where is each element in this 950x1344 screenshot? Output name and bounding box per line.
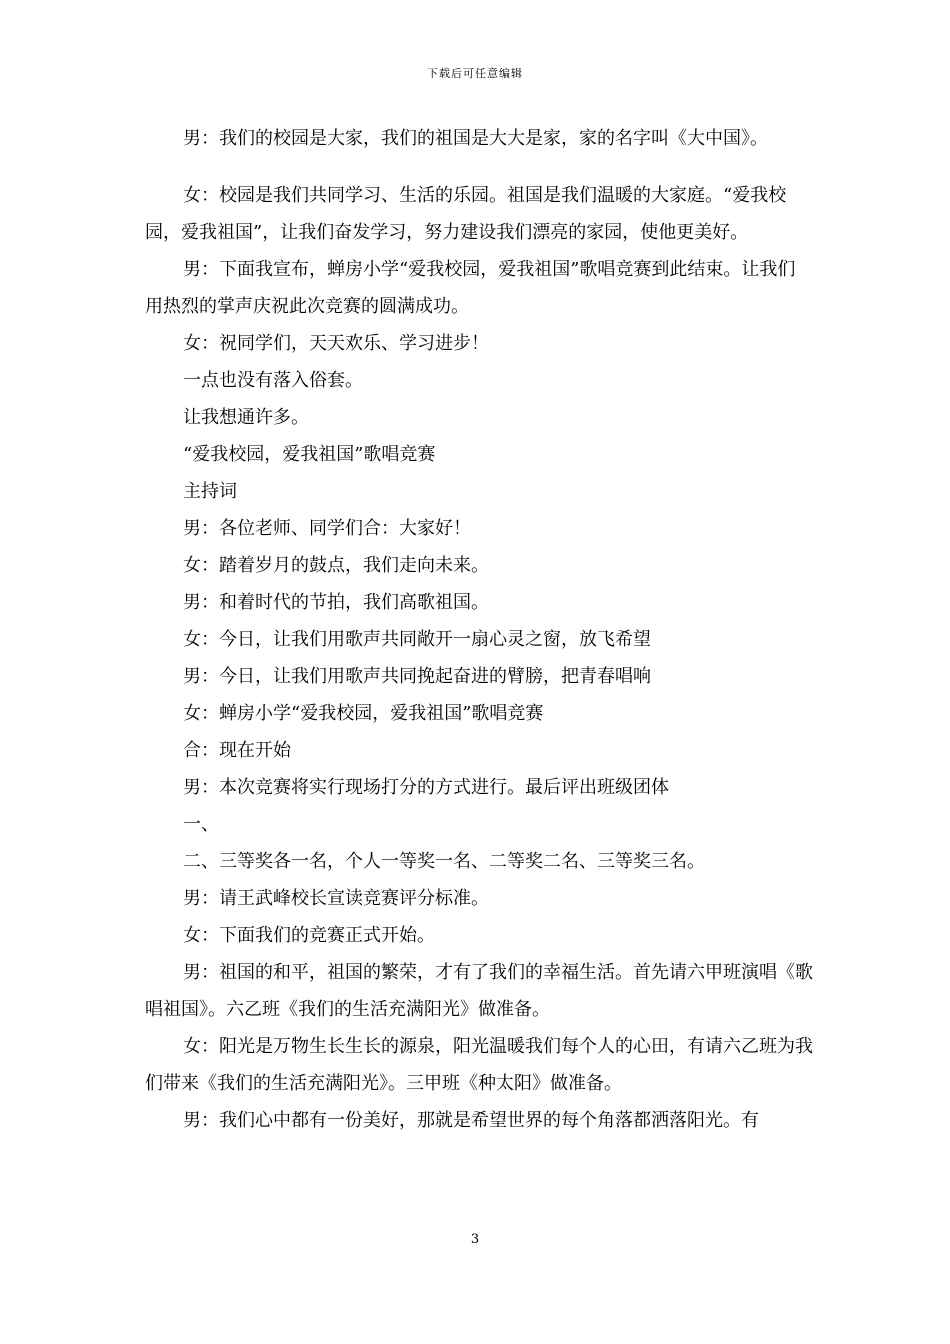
paragraph: 男：请王武峰校长宣读竞赛评分标准。: [183, 888, 489, 909]
paragraph: 男：各位老师、同学们合：大家好！: [183, 518, 471, 539]
page-number: 3: [470, 1232, 480, 1247]
document-body: [145, 120, 813, 1139]
paragraph: 让我想通许多。: [183, 407, 309, 428]
paragraph: 女：祝同学们，天天欢乐、学习进步！: [183, 333, 489, 354]
paragraph: 女：踏着岁月的鼓点，我们走向未来。: [183, 555, 489, 576]
paragraph-gap: [145, 157, 813, 177]
paragraph: 女：校园是我们共同学习、生活的乐园。祖国是我们温暖的大家庭。“爱我校园，爱我祖国”，让我们奋发学习，努力建设我们漂亮的家园，使他更美好。: [145, 185, 787, 243]
paragraph: 男：今日，让我们用歌声共同挽起奋进的臂膀，把青春唱响: [183, 666, 651, 687]
paragraph: “爱我校园，爱我祖国”歌唱竞赛: [183, 444, 436, 465]
paragraph: 女：今日，让我们用歌声共同敞开一扇心灵之窗，放飞希望: [183, 629, 651, 650]
paragraph: 女：阳光是万物生长生长的源泉，阳光温暖我们每个人的心田，有请六乙班为我们带来《我们的生活充满阳光》。三甲班《种太阳》做准备。: [145, 1036, 813, 1094]
paragraph: 男：下面我宣布，蝉房小学“爱我校园，爱我祖国”歌唱竞赛到此结束。让我们用热烈的掌声庆祝此次竞赛的圆满成功。: [145, 259, 796, 317]
paragraph: 男：祖国的和平，祖国的繁荣，才有了我们的幸福生活。首先请六甲班演唱《歌唱祖国》。六乙班《我们的生活充满阳光》做准备。: [145, 962, 813, 1020]
paragraph: 女：蝉房小学“爱我校园，爱我祖国”歌唱竞赛: [183, 703, 544, 724]
paragraph: 男：和着时代的节拍，我们高歌祖国。: [183, 592, 489, 613]
page-header: 下载后可任意编辑: [427, 67, 523, 80]
paragraph: 男：本次竞赛将实行现场打分的方式进行。最后评出班级团体: [183, 777, 669, 798]
paragraph: 女：下面我们的竞赛正式开始。: [183, 925, 435, 946]
paragraph: 一、: [183, 814, 219, 835]
paragraph: 男：我们心中都有一份美好，那就是希望世界的每个角落都洒落阳光。有: [183, 1110, 759, 1131]
paragraph: 男：我们的校园是大家，我们的祖国是大大是家，家的名字叫《大中国》。: [183, 128, 768, 149]
paragraph: 一点也没有落入俗套。: [183, 370, 363, 391]
paragraph: 合：现在开始: [183, 740, 291, 761]
paragraph: 主持词: [183, 481, 237, 502]
paragraph: 二、三等奖各一名，个人一等奖一名、二等奖二名、三等奖三名。: [183, 851, 705, 872]
